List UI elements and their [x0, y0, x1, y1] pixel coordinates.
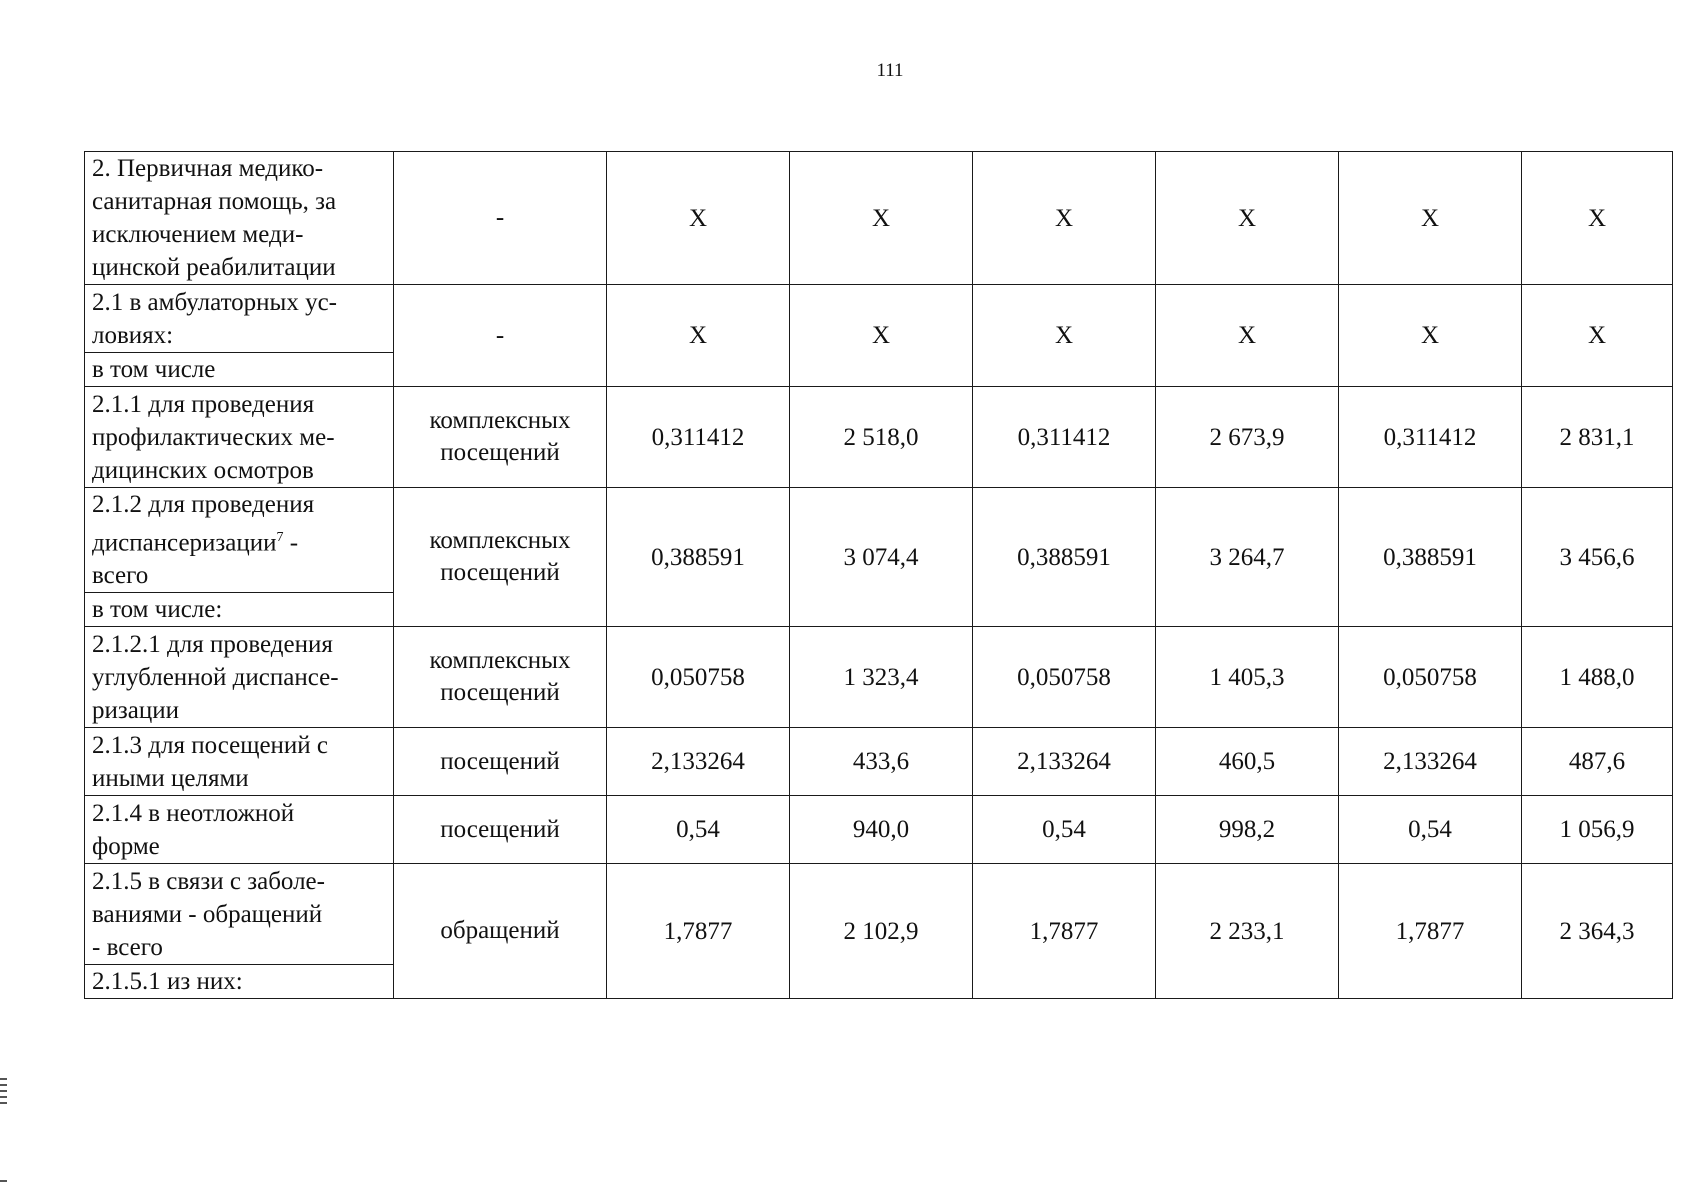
- value-cell: 0,388591: [973, 488, 1156, 627]
- value-cell: Х: [1522, 285, 1673, 387]
- value-cell: 2 102,9: [790, 864, 973, 999]
- value-cell: 0,311412: [973, 387, 1156, 488]
- unit-cell: комплексных посещений: [394, 488, 607, 627]
- value-cell: 1,7877: [973, 864, 1156, 999]
- value-cell: 0,050758: [607, 627, 790, 728]
- value-cell: Х: [1339, 152, 1522, 285]
- value-cell: Х: [1156, 285, 1339, 387]
- footnote-mark: 7: [276, 530, 284, 545]
- value-cell: 0,388591: [1339, 488, 1522, 627]
- value-cell: Х: [1339, 285, 1522, 387]
- value-cell: Х: [607, 152, 790, 285]
- value-cell: Х: [790, 152, 973, 285]
- row-subname: в том числе: [85, 353, 394, 387]
- value-cell: Х: [973, 285, 1156, 387]
- value-cell: 3 456,6: [1522, 488, 1673, 627]
- table-row: [85, 864, 1673, 965]
- value-cell: 0,311412: [607, 387, 790, 488]
- value-cell: 0,388591: [607, 488, 790, 627]
- value-cell: Х: [1522, 152, 1673, 285]
- table-row: [85, 285, 1673, 353]
- value-cell: 2,133264: [607, 728, 790, 796]
- value-cell: Х: [973, 152, 1156, 285]
- value-cell: 0,050758: [973, 627, 1156, 728]
- row-name: 2.1.3 для посещений с иными целями: [85, 728, 394, 796]
- value-cell: 0,54: [1339, 796, 1522, 864]
- value-cell: 1 488,0: [1522, 627, 1673, 728]
- value-cell: 2 673,9: [1156, 387, 1339, 488]
- value-cell: 2,133264: [1339, 728, 1522, 796]
- row-subname: 2.1.5.1 из них:: [85, 965, 394, 999]
- row-subname: в том числе:: [85, 593, 394, 627]
- value-cell: 1 323,4: [790, 627, 973, 728]
- row-name: 2.1.2 для проведения диспансеризации$^7$ - всего: [85, 488, 394, 593]
- value-cell: 1,7877: [607, 864, 790, 999]
- unit-cell: комплексных посещений: [394, 387, 607, 488]
- unit-cell: посещений: [394, 796, 607, 864]
- value-cell: 2 831,1: [1522, 387, 1673, 488]
- value-cell: 0,050758: [1339, 627, 1522, 728]
- value-cell: 2 518,0: [790, 387, 973, 488]
- value-cell: 3 264,7: [1156, 488, 1339, 627]
- value-cell: 0,54: [973, 796, 1156, 864]
- table-row: [85, 728, 1673, 796]
- table-row: [85, 627, 1673, 728]
- value-cell: 0,311412: [1339, 387, 1522, 488]
- value-cell: 1,7877: [1339, 864, 1522, 999]
- value-cell: Х: [1156, 152, 1339, 285]
- row-name: 2.1.2.1 для проведения углубленной диспансе- ризации: [85, 627, 394, 728]
- value-cell: Х: [607, 285, 790, 387]
- table-row: [85, 152, 1673, 285]
- scan-mark: [0, 1096, 7, 1098]
- unit-cell: комплексных посещений: [394, 627, 607, 728]
- value-cell: Х: [790, 285, 973, 387]
- value-cell: 433,6: [790, 728, 973, 796]
- value-cell: 940,0: [790, 796, 973, 864]
- value-cell: 487,6: [1522, 728, 1673, 796]
- unit-cell: обращений: [394, 864, 607, 999]
- scan-mark: [0, 1090, 7, 1092]
- unit-cell: -: [394, 152, 607, 285]
- unit-cell: посещений: [394, 728, 607, 796]
- scan-mark: [0, 1180, 7, 1182]
- row-name: 2.1.4 в неотложной форме: [85, 796, 394, 864]
- table-row: [85, 796, 1673, 864]
- scan-mark: [0, 1102, 7, 1104]
- scan-mark: [0, 1084, 7, 1086]
- row-name: 2.1.1 для проведения профилактических ме- дицинских осмотров: [85, 387, 394, 488]
- standards-table: [84, 151, 1673, 999]
- row-name: 2. Первичная медико- санитарная помощь, за исключением меди- цинской реабилитации: [85, 152, 394, 285]
- value-cell: 998,2: [1156, 796, 1339, 864]
- row-name: 2.1.5 в связи с заболе- ваниями - обращений - всего: [85, 864, 394, 965]
- value-cell: 2,133264: [973, 728, 1156, 796]
- page-number: 111: [876, 60, 904, 81]
- value-cell: 3 074,4: [790, 488, 973, 627]
- value-cell: 2 364,3: [1522, 864, 1673, 999]
- value-cell: 1 056,9: [1522, 796, 1673, 864]
- table-row: [85, 488, 1673, 593]
- table-row: [85, 387, 1673, 488]
- unit-cell: -: [394, 285, 607, 387]
- value-cell: 1 405,3: [1156, 627, 1339, 728]
- row-name: 2.1 в амбулаторных ус- ловиях:: [85, 285, 394, 353]
- value-cell: 460,5: [1156, 728, 1339, 796]
- value-cell: 2 233,1: [1156, 864, 1339, 999]
- scan-mark: [0, 1078, 7, 1080]
- value-cell: 0,54: [607, 796, 790, 864]
